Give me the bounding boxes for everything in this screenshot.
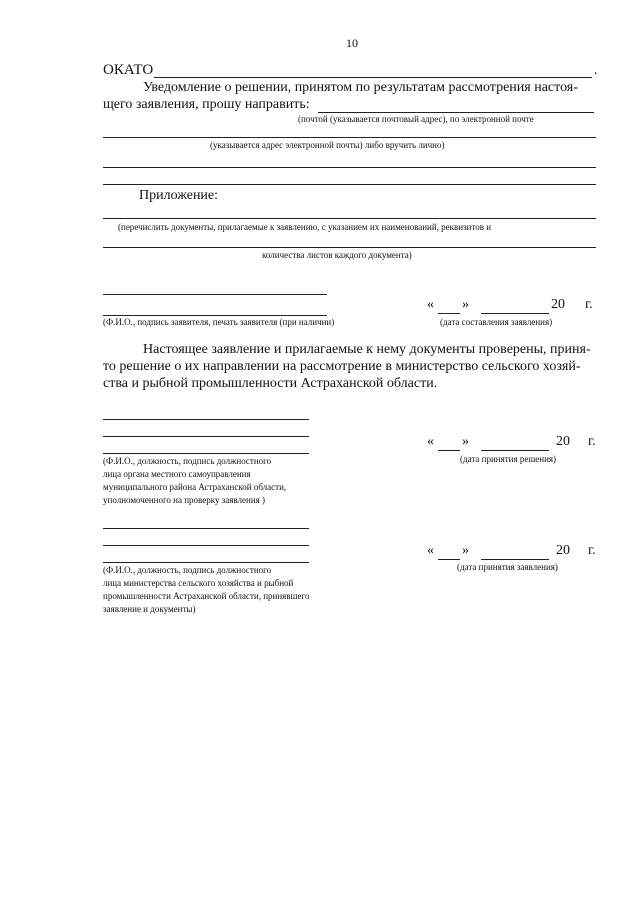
applicant-date-open-quote: «: [427, 297, 434, 312]
ministry-date-caption: (дата принятия заявления): [457, 562, 558, 572]
municipal-date-close-quote: »: [462, 434, 469, 449]
attachment-field-line2[interactable]: [103, 247, 596, 248]
notification-field-line3[interactable]: [103, 167, 596, 168]
ministry-signature-line2[interactable]: [103, 545, 309, 546]
ministry-date-open-quote: «: [427, 543, 434, 558]
ministry-date-day-field[interactable]: [438, 559, 460, 560]
ministry-date-close-quote: »: [462, 543, 469, 558]
notification-caption2: (указывается адрес электронной почты) либо вручить лично): [210, 140, 445, 150]
okato-field-line[interactable]: [154, 77, 592, 78]
ministry-signature-caption: [103, 564, 309, 616]
notification-text-line1: Уведомление о решении, принятом по результатам рассмотрения настоя-: [143, 80, 578, 95]
applicant-signature-line2[interactable]: [103, 315, 327, 316]
municipal-date-year-prefix: 20: [556, 434, 570, 449]
municipal-signature-caption: [103, 455, 286, 507]
municipal-caption-line: лица органа местного самоуправления: [103, 469, 251, 479]
attachment-caption1: (перечислить документы, прилагаемые к заявлению, с указанием их наименований, реквизитов и: [118, 222, 492, 232]
okato-period: .: [594, 63, 598, 78]
ministry-caption-line: лица министерства сельского хозяйства и рыбной: [103, 578, 294, 588]
ministry-signature-line1[interactable]: [103, 528, 309, 529]
page-number: 10: [346, 36, 358, 50]
verification-text-line2: то решение о их направлении на рассмотрение в министерство сельского хозяй-: [103, 359, 581, 374]
municipal-date-year-suffix: г.: [588, 434, 596, 449]
notification-caption1: (почтой (указывается почтовый адрес), по электронной почте: [298, 114, 534, 124]
applicant-signature-line1[interactable]: [103, 294, 327, 295]
attachment-field-line1[interactable]: [103, 218, 596, 219]
ministry-caption-line: (Ф.И.О., должность, подпись должностного: [103, 565, 272, 575]
ministry-signature-line3[interactable]: [103, 562, 309, 563]
applicant-date-year-prefix: 20: [551, 297, 565, 312]
ministry-date-month-field[interactable]: [481, 559, 549, 560]
notification-field-line4[interactable]: [103, 184, 596, 185]
ministry-date-year-prefix: 20: [556, 543, 570, 558]
notification-field-line2[interactable]: [103, 137, 596, 138]
verification-text-line3: ства и рыбной промышленности Астраханской области.: [103, 376, 438, 391]
ministry-caption-line: заявление и документы): [103, 604, 196, 614]
ministry-caption-line: промышленности Астраханской области, принявшего: [103, 591, 310, 601]
municipal-date-day-field[interactable]: [438, 450, 460, 451]
verification-text-line1: Настоящее заявление и прилагаемые к нему документы проверены, приня-: [143, 342, 591, 357]
municipal-signature-line3[interactable]: [103, 453, 309, 454]
municipal-date-month-field[interactable]: [481, 450, 549, 451]
attachment-caption2: количества листов каждого документа): [262, 250, 412, 260]
municipal-signature-line2[interactable]: [103, 436, 309, 437]
applicant-date-close-quote: »: [462, 297, 469, 312]
applicant-date-month-field[interactable]: [481, 313, 549, 314]
municipal-date-caption: (дата принятия решения): [460, 454, 557, 464]
municipal-caption-line: уполномоченного на проверку заявления ): [103, 495, 266, 505]
notification-field-line1[interactable]: [318, 112, 594, 113]
municipal-caption-line: муниципального района Астраханской области,: [103, 482, 287, 492]
okato-label: ОКАТО: [103, 62, 154, 78]
ministry-date-year-suffix: г.: [588, 543, 596, 558]
applicant-signature-caption: (Ф.И.О., подпись заявителя, печать заявителя (при наличии): [103, 317, 335, 327]
attachment-label: Приложение:: [139, 188, 219, 203]
municipal-signature-line1[interactable]: [103, 419, 309, 420]
applicant-date-day-field[interactable]: [438, 313, 460, 314]
applicant-date-caption: (дата составления заявления): [440, 317, 553, 327]
notification-text-line2: щего заявления, прошу направить:: [103, 97, 310, 112]
municipal-date-open-quote: «: [427, 434, 434, 449]
applicant-date-year-suffix: г.: [585, 297, 593, 312]
municipal-caption-line: (Ф.И.О., должность, подпись должностного: [103, 456, 272, 466]
